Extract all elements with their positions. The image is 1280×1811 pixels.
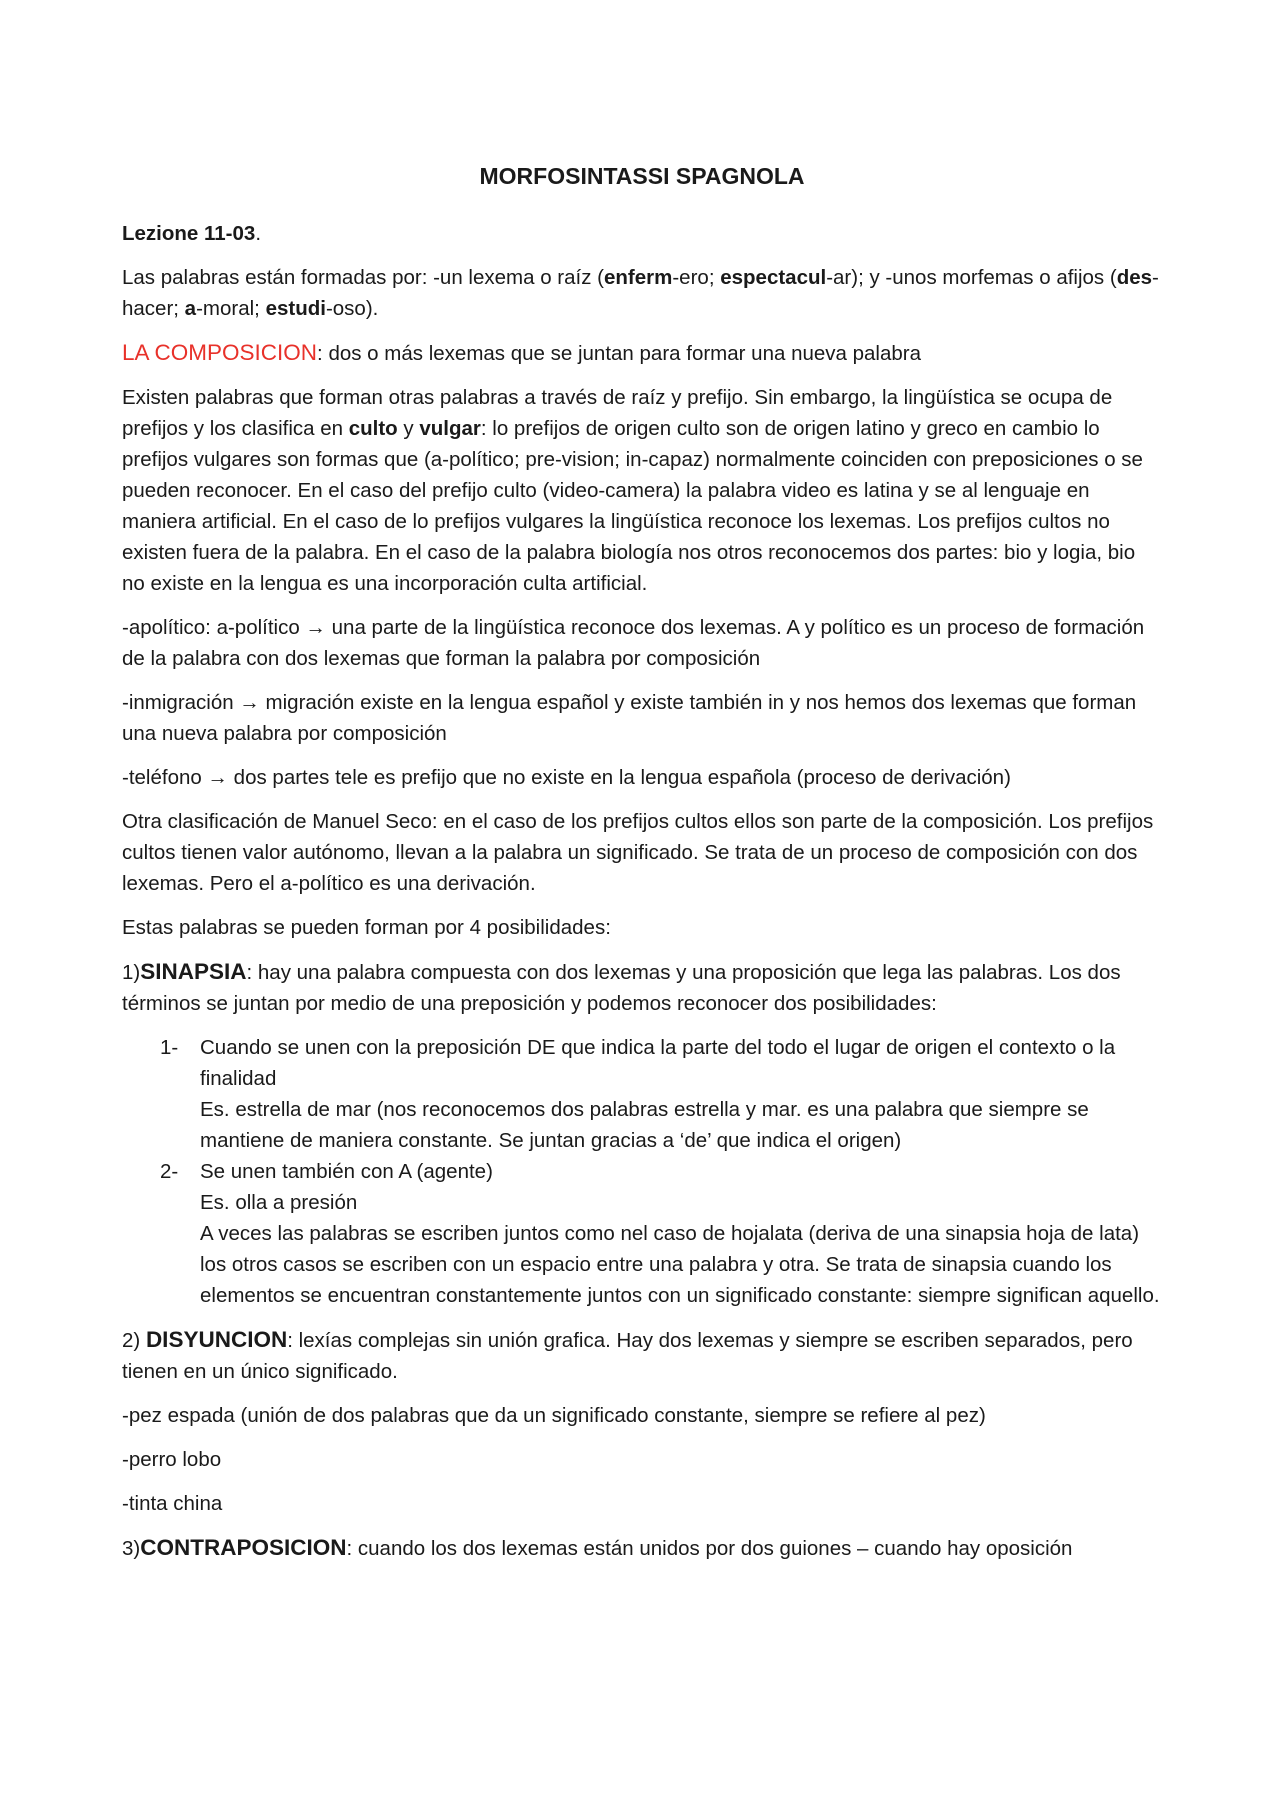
telefono-text: -teléfono: [122, 766, 208, 789]
document-title: MORFOSINTASSI SPAGNOLA: [479, 163, 805, 189]
composicion-text: : dos o más lexemas que se juntan para formar una nueva palabra: [317, 342, 922, 365]
intro-text: -ero;: [672, 266, 721, 289]
sinapsia-list: [122, 1032, 1162, 1311]
contraposicion-paragraph: [122, 1532, 1162, 1564]
intro-text: Las palabras están formadas por: -un lexema o raíz (: [122, 266, 604, 289]
contraposicion-number: 3): [122, 1537, 141, 1560]
existen-text: Existen palabras que forman otras palabras a través de raíz y prefijo. Sin embargo, la lingüística se ocupa de prefijos y los clasifica en: [122, 386, 1113, 440]
intro-bold: a: [184, 297, 197, 320]
disyuncion-heading: DISYUNCION: [145, 1327, 288, 1352]
list-item-line: Es. estrella de mar (nos reconocemos dos palabras estrella y mar. es una palabra que siempre se mantiene de maniera constante. Se juntan gracias a ‘de’ que indica el origen): [200, 1098, 1089, 1152]
list-item-line: Se unen también con A (agente): [200, 1160, 493, 1183]
disyuncion-paragraph: [122, 1324, 1162, 1387]
intro-text: -hacer;: [122, 266, 1159, 320]
list-item-number: 1-: [160, 1036, 179, 1059]
disyuncion-number: 2): [122, 1329, 146, 1352]
intro-bold: des: [1116, 266, 1153, 289]
sinapsia-heading: SINAPSIA: [140, 959, 247, 984]
apolitico-text: una parte de la lingüística reconoce dos lexemas. A y político es un proceso de formación de la palabra con dos lexemas que forman la palabra por composición: [122, 616, 1145, 670]
sinapsia-paragraph: [122, 956, 1162, 1019]
estas-paragraph: Estas palabras se pueden forman por 4 posibilidades:: [122, 916, 611, 939]
intro-bold: estudi: [265, 297, 326, 320]
lesson-line: [122, 218, 1162, 249]
arrow-right-icon: →: [207, 766, 228, 789]
intro-text: -ar); y -unos morfemas o afijos (: [826, 266, 1117, 289]
lesson-label: Lezione 11-03: [122, 222, 256, 245]
otra-paragraph: Otra clasificación de Manuel Seco: en el caso de los prefijos cultos ellos son parte de la composición. Los prefijos cultos tienen valor autónomo, llevan a la palabra un significado. Se trata de un proceso de composición con dos lexemas. Pero el a-político es una derivación.: [122, 810, 1154, 895]
telefono-text: dos partes tele es prefijo que no existe en la lengua española (proceso de derivación): [227, 766, 1011, 789]
list-item: [160, 1156, 1162, 1311]
existen-bold-culto: culto: [348, 417, 398, 440]
intro-bold: enferm: [604, 266, 673, 289]
lesson-suffix: .: [255, 222, 262, 245]
inmigracion-paragraph: [122, 687, 1162, 749]
existen-paragraph: [122, 382, 1162, 599]
apolitico-text: -apolítico: a-político: [122, 616, 306, 639]
arrow-right-icon: →: [239, 691, 260, 714]
telefono-paragraph: [122, 762, 1162, 793]
contraposicion-heading: CONTRAPOSICION: [140, 1535, 347, 1560]
disyuncion-example: -perro lobo: [122, 1448, 222, 1471]
disyuncion-example: -tinta china: [122, 1492, 223, 1515]
existen-text: : lo prefijos de origen culto son de origen latino y greco en cambio lo prefijos vulgares son formas que (a-político; pre-vision; in-capaz) normalmente coinciden con preposiciones o se pueden reconocer. En el caso del prefijo culto (video-camera) la palabra video es latina y se al lenguaje en maniera artificial. En el caso de lo prefijos vulgares la lingüística reconoce los lexemas. Los prefijos cultos no existen fuera de la palabra. En el caso de la palabra biología nos otros reconocemos dos partes: bio y logia, bio no existe en la lengua es una incorporación culta artificial.: [122, 417, 1143, 595]
list-item: [160, 1032, 1162, 1156]
disyuncion-text: : lexías complejas sin unión grafica. Hay dos lexemas y siempre se escriben separados, pero tienen en un único significado.: [122, 1329, 1133, 1383]
existen-bold-vulgar: vulgar: [419, 417, 481, 440]
composicion-heading: LA COMPOSICION: [122, 340, 318, 365]
intro-bold: espectacul: [720, 266, 827, 289]
list-item-line: Es. olla a presión: [200, 1191, 358, 1214]
list-item-number: 2-: [160, 1160, 179, 1183]
intro-text: -oso).: [325, 297, 379, 320]
composicion-paragraph: [122, 337, 1162, 369]
intro-text: -moral;: [196, 297, 266, 320]
existen-text: y: [397, 417, 420, 440]
list-item-line: A veces las palabras se escriben juntos como nel caso de hojalata (deriva de una sinapsia hoja de lata) los otros casos se escriben con un espacio entre una palabra y otra. Se trata de sinapsia cuando los elementos se encuentran constantemente juntos con un significado constante: siempre significan aquello.: [200, 1222, 1160, 1307]
disyuncion-example: -pez espada (unión de dos palabras que da un significado constante, siempre se refiere al pez): [122, 1404, 986, 1427]
arrow-right-icon: →: [305, 616, 326, 639]
inmigracion-text: migración existe en la lengua español y existe también in y nos hemos dos lexemas que forman una nueva palabra por composición: [122, 691, 1137, 745]
inmigracion-text: -inmigración: [122, 691, 240, 714]
apolitico-paragraph: [122, 612, 1162, 674]
list-item-line: Cuando se unen con la preposición DE que indica la parte del todo el lugar de origen el contexto o la finalidad: [200, 1036, 1116, 1090]
contraposicion-text: : cuando los dos lexemas están unidos por dos guiones – cuando hay oposición: [346, 1537, 1073, 1560]
intro-paragraph: [122, 262, 1162, 324]
sinapsia-text: : hay una palabra compuesta con dos lexemas y una proposición que lega las palabras. Los dos términos se juntan por medio de una preposición y podemos reconocer dos posibilidades:: [122, 961, 1121, 1015]
sinapsia-number: 1): [122, 961, 141, 984]
